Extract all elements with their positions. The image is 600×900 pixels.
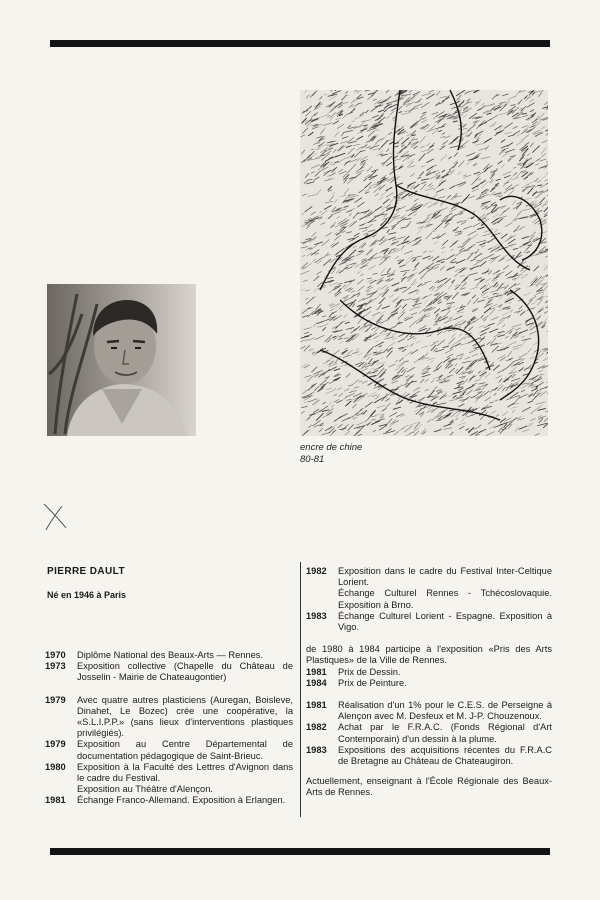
timeline-entry bbox=[306, 611, 552, 633]
handwritten-x-mark bbox=[40, 500, 70, 532]
entry-year: 1979 bbox=[45, 694, 66, 705]
entry-year: 1984 bbox=[306, 677, 327, 688]
entry-year: 1980 bbox=[45, 761, 66, 772]
entry-text: Exposition au Centre Départemental de documentation pédagogique de Saint-Brieuc. bbox=[77, 739, 293, 761]
entry-year: 1982 bbox=[306, 722, 327, 733]
entry-year: 1973 bbox=[45, 661, 66, 672]
timeline-entry bbox=[45, 661, 293, 683]
exhibition-note: de 1980 à 1984 participe à l'exposition «Pris des Arts Plastiques» de la Ville de Rennes. bbox=[306, 644, 552, 666]
entry-text: Réalisation d'un 1% pour le C.E.S. de Perseigne à Alençon avec M. Desfeux et M. J-P. Chouzenoux. bbox=[338, 700, 552, 722]
entry-text: Exposition à la Faculté des Lettres d'Avignon dans le cadre du Festival. bbox=[77, 761, 293, 784]
caption-medium: encre de chine bbox=[300, 442, 363, 453]
right-biography-column bbox=[306, 566, 552, 799]
timeline-entry bbox=[306, 678, 552, 689]
entry-text: Achat par le F.R.A.C. (Fonds Régional d'Art Contemporain) d'un dessin à la plume. bbox=[338, 722, 552, 744]
entry-year: 1979 bbox=[45, 739, 66, 750]
timeline-entry bbox=[45, 650, 293, 661]
timeline-entry bbox=[306, 722, 552, 744]
artist-name: PIERRE DAULT bbox=[47, 566, 125, 577]
current-position-note: Actuellement, enseignant à l'École Régionale des Beaux-Arts de Rennes. bbox=[306, 776, 552, 798]
entry-year: 1981 bbox=[306, 700, 327, 711]
bottom-rule bbox=[50, 848, 550, 855]
entry-text: Avec quatre autres plasticiens (Auregan, Boisleve, Dinahet, Le Bozec) crée une coopérative, la «S.L.I.P.P.» (sans lieux d'interventions plastiques privilégiés). bbox=[77, 694, 293, 739]
entry-text: Exposition dans le cadre du Festival Inter-Celtique Lorient. bbox=[338, 566, 552, 588]
entry-text: Prix de Dessin. bbox=[338, 666, 401, 677]
left-biography-column bbox=[45, 650, 293, 807]
entry-year: 1970 bbox=[45, 650, 66, 660]
entry-text: Prix de Peinture. bbox=[338, 677, 407, 688]
entry-year: 1983 bbox=[306, 744, 327, 755]
timeline-entry bbox=[306, 566, 552, 611]
timeline-entry bbox=[45, 762, 293, 796]
entry-text: Exposition collective (Chapelle du Château de Josselin - Mairie de Chateaugontier) bbox=[77, 661, 293, 683]
timeline-entry bbox=[45, 695, 293, 740]
entry-year: 1981 bbox=[306, 666, 327, 677]
entry-text-extra: Échange Culturel Rennes - Tchécoslovaquie. Exposition à Brno. bbox=[338, 588, 552, 610]
artwork-ink-drawing bbox=[300, 90, 548, 436]
artist-portrait-photo bbox=[47, 284, 196, 436]
entry-text: Diplôme National des Beaux-Arts — Rennes. bbox=[77, 650, 264, 660]
artist-birth: Né en 1946 à Paris bbox=[47, 590, 127, 600]
caption-date: 80-81 bbox=[300, 454, 325, 465]
timeline-entry bbox=[45, 795, 293, 806]
entry-year: 1982 bbox=[306, 566, 327, 576]
artwork-caption bbox=[300, 442, 362, 466]
entry-year: 1981 bbox=[45, 795, 66, 806]
timeline-entry bbox=[306, 745, 552, 767]
timeline-entry bbox=[306, 700, 552, 722]
timeline-entry bbox=[306, 667, 552, 678]
entry-text: Échange Franco-Allemand. Exposition à Erlangen. bbox=[77, 795, 286, 806]
entry-text-extra: Exposition au Théâtre d'Alençon. bbox=[77, 784, 213, 795]
top-rule bbox=[50, 40, 550, 47]
entry-year: 1983 bbox=[306, 610, 327, 621]
entry-text: Échange Culturel Lorient - Espagne. Exposition à Vigo. bbox=[338, 610, 552, 633]
column-divider bbox=[300, 562, 301, 817]
timeline-entry bbox=[45, 739, 293, 761]
entry-text: Expositions des acquisitions récentes du F.R.A.C de Bretagne au Château de Chateaugiron. bbox=[338, 744, 552, 767]
